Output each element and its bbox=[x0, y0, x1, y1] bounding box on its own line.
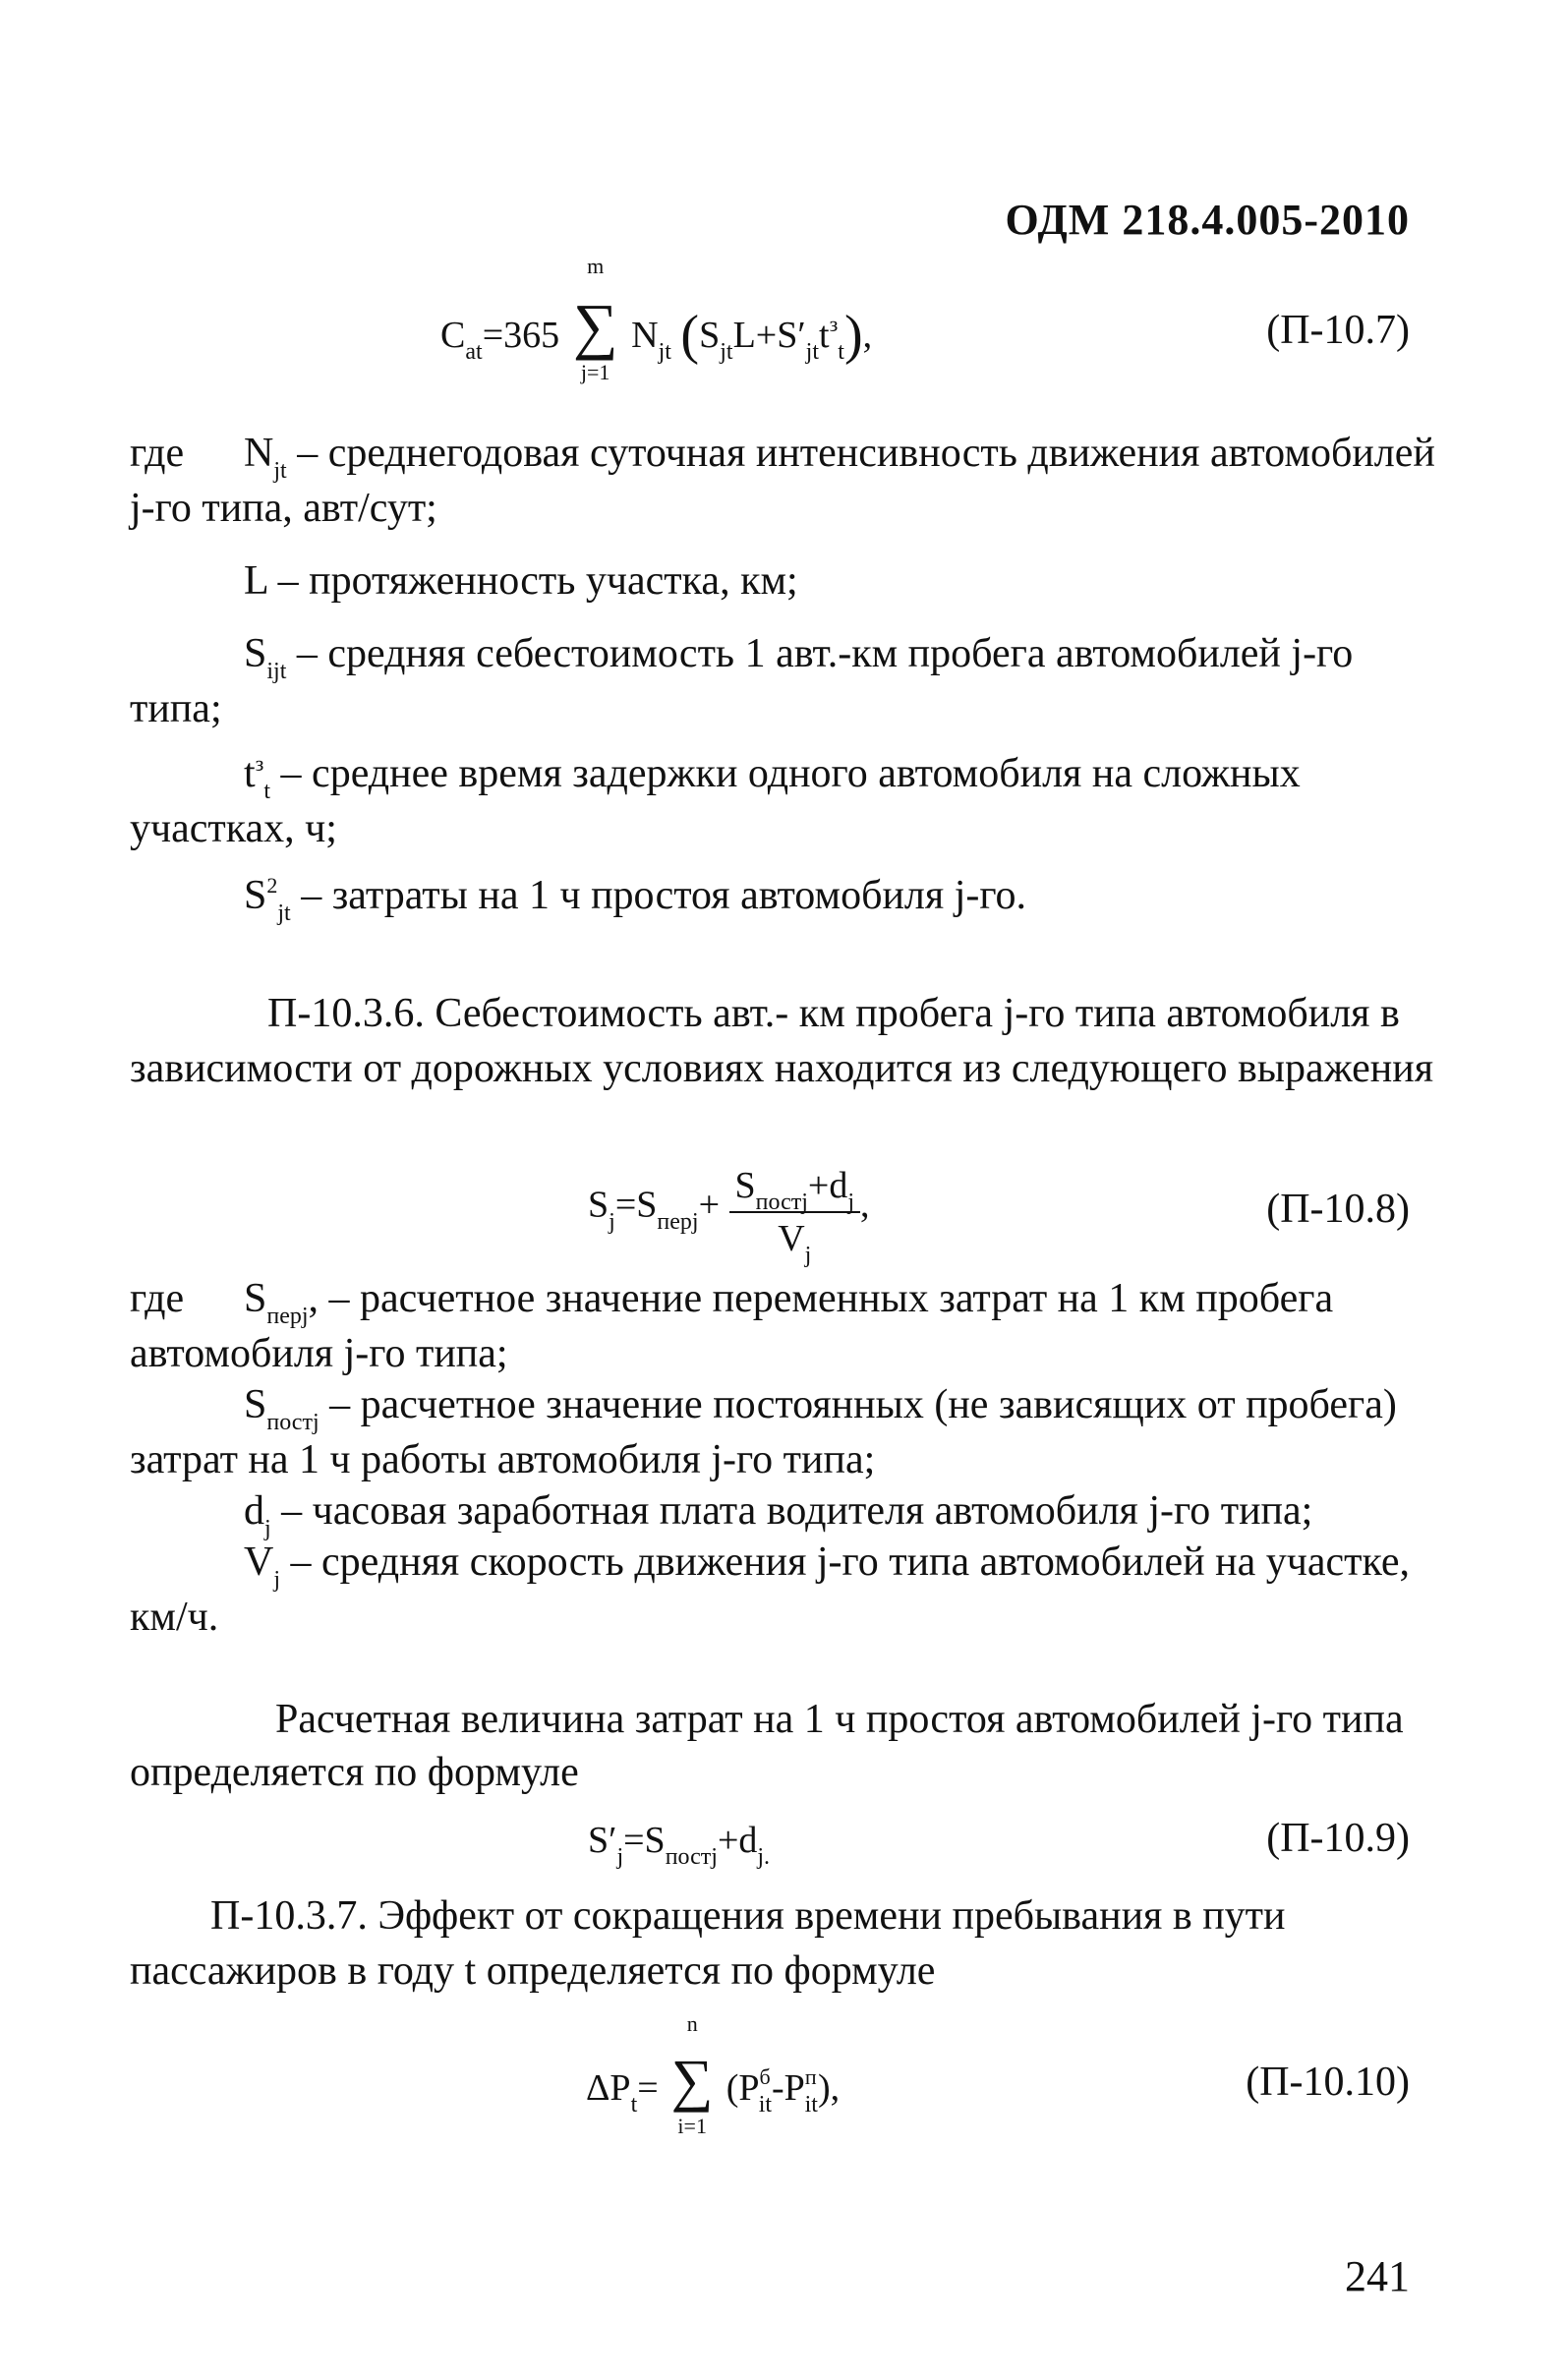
def8-v-cont: км/ч. bbox=[130, 1595, 219, 1640]
fraction-numerator: $S_{постj}+d_j$ bbox=[729, 1164, 861, 1213]
def-s: $S_{ijt}$ – средняя себестоимость 1 авт.-км пробега автомобилей j-го bbox=[244, 631, 1354, 684]
def8-sp-cont: затрат на 1 ч работы автомобиля j-го типа; bbox=[130, 1437, 876, 1482]
def-s2: $S^2_{jt}$ – затраты на 1 ч простоя автомобиля j-го. bbox=[244, 873, 1027, 926]
para-3-6-line2: зависимости от дорожных условиях находится из следующего выражения bbox=[130, 1046, 1434, 1091]
para-calc-line2: определяется по формуле bbox=[130, 1750, 579, 1795]
document-code: ОДМ 218.4.005-2010 bbox=[1005, 196, 1410, 244]
def8-s-cont: автомобиля j-го типа; bbox=[130, 1331, 508, 1376]
formula-p10-10: $\Delta P_t=$ n ∑ i=1 $(P^б_{it}-P^п_{it})$, bbox=[586, 2011, 841, 2138]
def8-v: $V_j$ – средняя скорость движения j-го типа автомобилей на участке, bbox=[244, 1539, 1410, 1593]
def-n: $N_{jt}$ – среднегодовая суточная интенсивность движения автомобилей bbox=[244, 431, 1435, 484]
def8-sp: $S_{постj}$ – расчетное значение постоянных (не зависящих от пробега) bbox=[244, 1382, 1397, 1435]
def-intro: где bbox=[130, 431, 185, 476]
def-s-cont: типа; bbox=[130, 686, 222, 731]
para-calc-line1: Расчетная величина затрат на 1 ч простоя автомобилей j-го типа bbox=[275, 1697, 1404, 1742]
equation-number-p10-9: (П-10.9) bbox=[1266, 1816, 1410, 1861]
def8-s: $S_{перj}$, – расчетное значение переменных затрат на 1 км пробега bbox=[244, 1276, 1334, 1329]
sum-bottom-10: i=1 bbox=[677, 2114, 707, 2138]
sum-top: m bbox=[587, 254, 605, 278]
equation-number-p10-10: (П-10.10) bbox=[1246, 2060, 1410, 2105]
equation-number-p10-7: (П-10.7) bbox=[1266, 308, 1410, 353]
def8-intro: где bbox=[130, 1276, 185, 1321]
formula-p10-9: $S'_j=S_{постj}+d_{j.}$ bbox=[588, 1820, 771, 1870]
sum-top-10: n bbox=[686, 2011, 698, 2036]
page-number: 241 bbox=[1345, 2252, 1410, 2300]
def-t-cont: участках, ч; bbox=[130, 806, 337, 851]
formula-equals: =365 bbox=[482, 315, 560, 356]
fraction-denominator: $V_j$ bbox=[778, 1218, 812, 1268]
formula-cat: $C_{at}$ bbox=[440, 315, 483, 365]
sum-sign-10: n ∑ i=1 bbox=[667, 2051, 717, 2110]
formula-p10-7: $C_{at}=365$ m ∑ j=1 $N_{jt}$ $(S_{jt}L+S'_{jt}t^з_t)$, bbox=[440, 254, 873, 384]
def8-d: $d_j$ – часовая заработная плата водителя автомобиля j-го типа; bbox=[244, 1488, 1313, 1541]
formula-p10-8: $S_j=S_{перj}+$ $S_{постj}+d_j$ $V_j$ , bbox=[588, 1165, 870, 1268]
para-3-7-line2: пассажиров в году t определяется по формуле bbox=[130, 1948, 936, 1994]
def-n-cont: j-го типа, авт/сут; bbox=[130, 486, 437, 531]
sum-bottom: j=1 bbox=[580, 360, 610, 384]
def-l: L – протяженность участка, км; bbox=[244, 558, 798, 604]
para-3-7-line1: П-10.3.7. Эффект от сокращения времени пребывания в пути bbox=[210, 1893, 1286, 1939]
equation-number-p10-8: (П-10.8) bbox=[1266, 1187, 1410, 1232]
def-t: $t^з_t$ – среднее время задержки одного автомобиля на сложных bbox=[244, 751, 1301, 804]
para-3-6-line1: П-10.3.6. Себестоимость авт.- км пробега j-го типа автомобиля в bbox=[267, 991, 1400, 1036]
fraction bbox=[729, 1164, 861, 1268]
sum-sign: m ∑ j=1 bbox=[569, 295, 622, 358]
